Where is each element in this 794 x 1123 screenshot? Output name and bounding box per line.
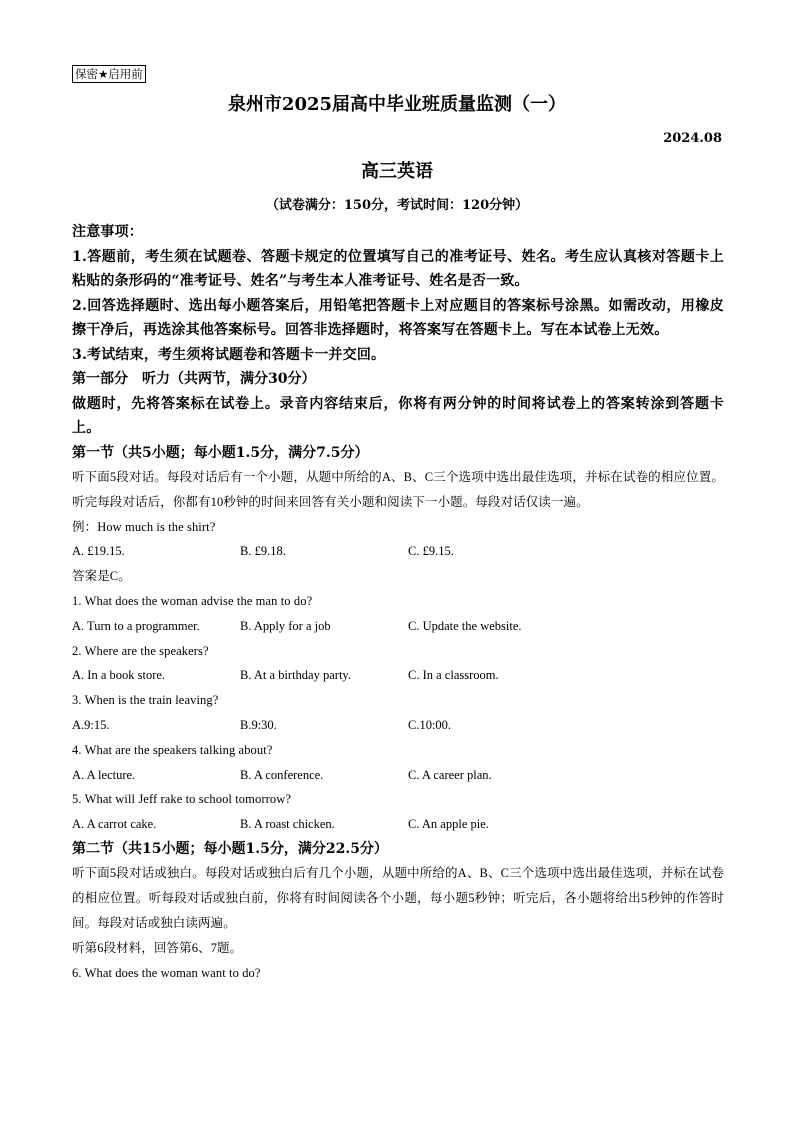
question-2-options xyxy=(72,663,724,688)
question-1-options xyxy=(72,614,724,639)
question-4: 4. What are the speakers talking about? xyxy=(72,742,273,757)
document-body xyxy=(72,220,724,985)
option-c: C. £9.15. xyxy=(408,544,454,559)
part1-heading: 第一部分 听力（共两节，满分30分） xyxy=(72,371,316,387)
material-note: 听第6段材料，回答第6、7题。 xyxy=(72,940,243,955)
confidential-label: 保密★启用前 xyxy=(72,65,146,83)
option-c: C. A career plan. xyxy=(408,767,492,782)
question-3-options xyxy=(72,713,724,738)
example-options xyxy=(72,539,724,564)
option-c: C. Update the website. xyxy=(408,618,522,633)
option-a: A. In a book store. xyxy=(72,668,166,683)
option-a: A.9:15. xyxy=(72,717,110,732)
section1-heading: 第一节（共5小题；每小题1.5分，满分7.5分） xyxy=(72,444,369,461)
notice-item-2: 2.回答选择题时、选出每小题答案后，用铅笔把答题卡上对应题目的答案标号涂黑。如需改动，用橡皮擦干净后，再选涂其他答案标号。回答非选择题时，将答案写在答题卡上。写在本试卷上无效。 xyxy=(72,297,724,338)
option-a: A. A lecture. xyxy=(72,767,136,782)
option-a: A. Turn to a programmer. xyxy=(72,618,200,633)
example-question: 例：How much is the shirt? xyxy=(72,519,216,534)
option-c: C. An apple pie. xyxy=(408,817,489,832)
section2-instruction: 听下面5段对话或独白。每段对话或独白后有几个小题，从题中所给的A、B、C三个选项中选出最佳选项，并标在试卷的相应位置。听每段对话或独白前，你将有时间阅读各个小题，每小题5秒钟；听完后，各小题将给出5秒钟的作答时间。每段对话或独白读两遍。 xyxy=(72,866,724,931)
option-b: B. A roast chicken. xyxy=(240,817,335,832)
question-1: 1. What does the woman advise the man to do? xyxy=(72,593,313,608)
exam-date: 2024.08 xyxy=(663,131,722,146)
question-6: 6. What does the woman want to do? xyxy=(72,965,261,980)
notice-item-1: 1.答题前，考生须在试题卷、答题卡规定的位置填写自己的准考证号、姓名。考生应认真核对答题卡上粘贴的条形码的“准考证号、姓名”与考生本人准考证号、姓名是否一致。 xyxy=(72,248,724,289)
option-a: A. A carrot cake. xyxy=(72,817,157,832)
question-5: 5. What will Jeff rake to school tomorrow? xyxy=(72,792,291,807)
option-c: C.10:00. xyxy=(408,717,452,732)
option-a: A. £19.15. xyxy=(72,544,125,559)
section1-instruction: 听下面5段对话。每段对话后有一个小题，从题中所给的A、B、C三个选项中选出最佳选项，并标在试卷的相应位置。听完每段对话后，你都有10秒钟的时间来回答有关小题和阅读下一小题。每段对话仅读一遍。 xyxy=(72,470,724,509)
question-4-options xyxy=(72,763,724,788)
option-b: B. At a birthday party. xyxy=(240,668,351,683)
option-b: B.9:30. xyxy=(240,717,277,732)
exam-meta: （试卷满分：150分，考试时间：120分钟） xyxy=(265,198,529,213)
question-2: 2. Where are the speakers? xyxy=(72,643,209,658)
notice-item-3: 3.考试结束，考生须将试题卷和答题卡一并交回。 xyxy=(72,346,386,363)
question-5-options xyxy=(72,812,724,837)
option-c: C. In a classroom. xyxy=(408,668,499,683)
option-b: B. A conference. xyxy=(240,767,324,782)
option-b: B. £9.18. xyxy=(240,544,286,559)
notice-heading: 注意事项： xyxy=(72,224,143,240)
part1-instruction: 做题时，先将答案标在试卷上。录音内容结束后，你将有两分钟的时间将试卷上的答案转涂到答题卡上。 xyxy=(72,395,724,436)
section2-heading: 第二节（共15小题；每小题1.5分，满分22.5分） xyxy=(72,840,388,857)
example-answer: 答案是C。 xyxy=(72,569,131,584)
question-3: 3. When is the train leaving? xyxy=(72,693,219,708)
exam-title: 泉州市2025届高中毕业班质量监测（一） xyxy=(227,94,567,115)
exam-subject: 高三英语 xyxy=(361,161,433,182)
option-b: B. Apply for a job xyxy=(240,618,331,633)
